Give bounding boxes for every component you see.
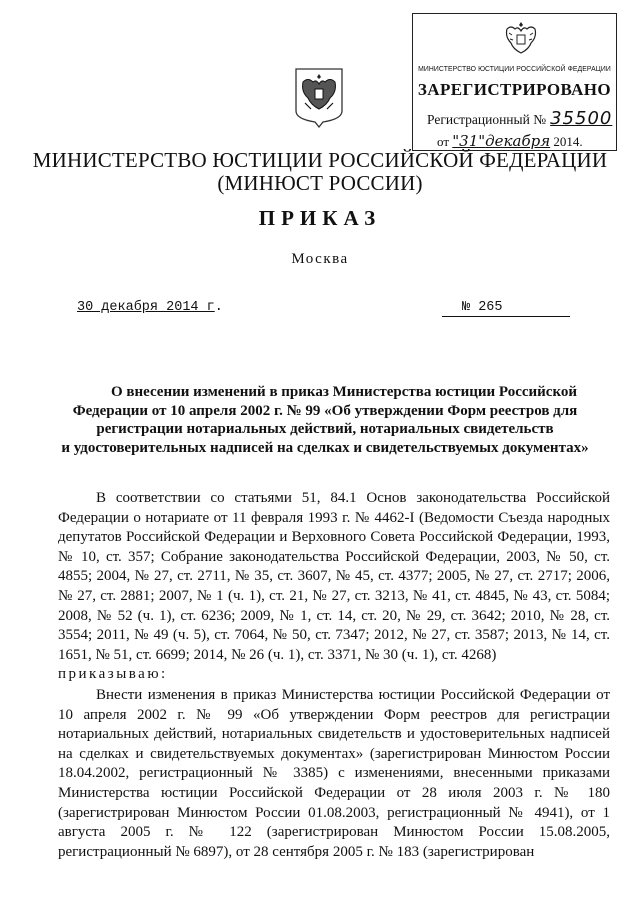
order-date-suffix: .	[214, 300, 223, 315]
stamp-date-day: "31"	[452, 132, 486, 150]
order-heading	[60, 383, 590, 457]
double-headed-eagle-icon	[501, 19, 541, 59]
heading-line3: регистрации нотариальных действий, нотариальных свидетельств	[96, 421, 554, 437]
order-number: № 265	[442, 300, 570, 317]
heading-line2: Федерации от 10 апреля 2002 г. № 99 «Об утверждении Форм реестров для	[72, 402, 578, 419]
ministry-name-line1: МИНИСТЕРСТВО ЮСТИЦИИ РОССИЙСКОЙ ФЕДЕРАЦИИ	[32, 148, 608, 172]
main-section	[58, 686, 610, 862]
order-date	[77, 300, 223, 315]
coat-of-arms-icon	[293, 67, 345, 129]
heading-line1: О внесении изменений в приказ Министерства юстиции Российской	[110, 384, 578, 400]
heading-line4: и удостоверительных надписей на сделках и свидетельствуемых документах»	[61, 439, 589, 456]
preamble-section	[58, 489, 610, 685]
stamp-date-suffix: .	[579, 134, 583, 149]
document-type-title: ПРИКАЗ	[258, 206, 382, 230]
stamp-registered-title: ЗАРЕГИСТРИРОВАНО	[417, 80, 612, 99]
registration-stamp	[412, 13, 617, 151]
stamp-ministry-name: МИНИСТЕРСТВО ЮСТИЦИИ РОССИЙСКОЙ ФЕДЕРАЦИИ	[418, 64, 611, 73]
stamp-date-month: декабря	[485, 132, 551, 150]
main-paragraph: Внести изменения в приказ Министерства юстиции Российской Федерации от 10 апреля 2002 г. № 99 «Об утверждении Форм реестров для регистрации нотариальных действий, нотариальных свидетельств и удостоверительных надписей на сделках и свидетельствуемых документах» (зарегистрирован Минюстом России 18.04.2002, регистрационный № 3385) с изменениями, внесенными приказами Министерства юстиции Российской Федерации от 28 июля 2003 г. № 180 (зарегистрирован Минюстом России 01.08.2003, регистрационный № 4941), от 1 августа 2005 г. № 122 (зарегистрирован Минюстом России 15.08.2005, регистрационный № 6897), от 28 сентября 2005 г. № 183 (зарегистрирован	[58, 687, 610, 860]
preamble-paragraph: В соответствии со статьями 51, 84.1 Основ законодательства Российской Федерации о нотариате от 11 февраля 1993 г. № 4462-I (Ведомости Съезда народных депутатов Российской Федерации и Верховного Совета Российской Федерации, 1993, № 10, ст. 357; Собрание законодательства Российской Федерации, 2003, № 50, ст. 4855; 2004, № 27, ст. 2711, № 35, ст. 3607, № 45, ст. 4377; 2005, № 27, ст. 2717; 2006, № 27, ст. 2881; 2007, № 1 (ч. 1), ст. 21, № 27, ст. 3213, № 41, ст. 4845, № 43, ст. 5084; 2008, № 52 (ч. 1), ст. 6236; 2009, № 1, ст. 14, ст. 20, № 29, ст. 3642; 2010, № 28, ст. 3554; 2011, № 49 (ч. 5), ст. 7064, № 50, ст. 7347; 2012, № 27, ст. 3587; 2013, № 14, ст. 1651, № 51, ст. 6699; 2014, № 26 (ч. 1), ст. 3371, № 30 (ч. 1), ст. 4268)	[58, 490, 610, 663]
stamp-reg-label: Регистрационный №	[427, 112, 547, 127]
city: Москва	[291, 251, 349, 267]
decree-word: приказываю:	[58, 666, 168, 683]
stamp-date-prefix: от	[437, 134, 450, 149]
stamp-reg-number: 35500	[550, 108, 613, 129]
stamp-date-year: 2014	[553, 134, 580, 149]
ministry-name-line2: (МИНЮСТ РОССИИ)	[217, 171, 423, 195]
ministry-name	[0, 149, 640, 195]
stamp-registration-line	[427, 108, 612, 129]
order-date-value: 30 декабря 2014 г	[77, 300, 215, 315]
